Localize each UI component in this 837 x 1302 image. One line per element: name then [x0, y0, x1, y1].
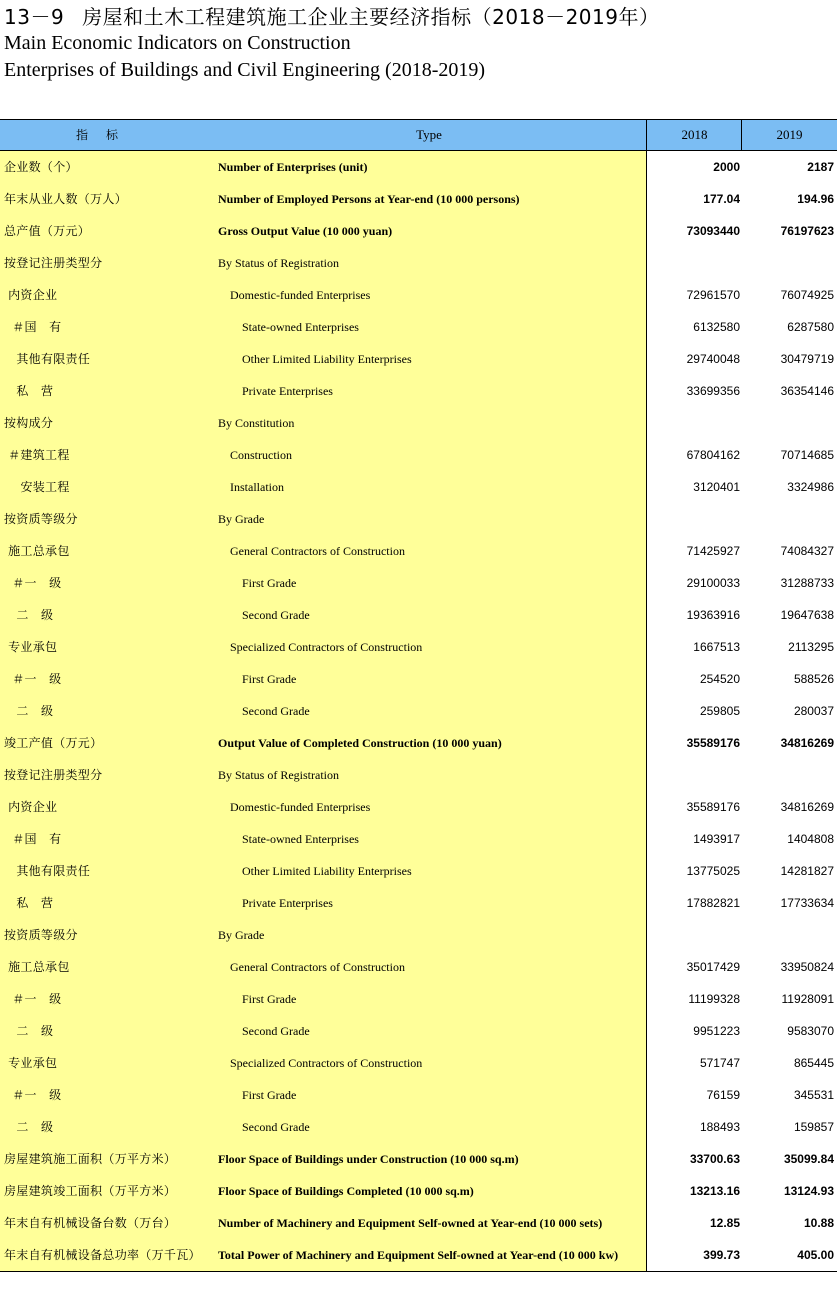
value-2018: 67804162 [686, 448, 740, 462]
value-2019: 34816269 [780, 736, 834, 750]
value-2018: 71425927 [686, 544, 740, 558]
value-2019: 19647638 [780, 608, 834, 622]
value-2019: 36354146 [780, 384, 834, 398]
row-label-cn: 安装工程 [4, 480, 70, 494]
row-label-en: Output Value of Completed Construction (10 000 yuan) [218, 736, 502, 750]
table-row [0, 1207, 837, 1239]
row-label-en: Second Grade [242, 1024, 310, 1038]
row-label-en: By Grade [218, 512, 265, 526]
row-label-cn: 私 营 [4, 896, 54, 910]
row-label-en: Floor Space of Buildings Completed (10 000 sq.m) [218, 1184, 474, 1198]
table-row [0, 727, 837, 759]
row-label-cn: 竣工产值（万元） [4, 736, 103, 750]
page-header [4, 4, 659, 84]
row-label-cn: 专业承包 [4, 1056, 58, 1070]
row-label-en: Total Power of Machinery and Equipment Self-owned at Year-end (10 000 kw) [218, 1248, 619, 1262]
table-row [0, 1015, 837, 1047]
value-2018: 9951223 [693, 1024, 740, 1038]
value-2018: 35017429 [686, 960, 740, 974]
row-label-cn: 二 级 [4, 1120, 54, 1134]
row-label-cn: 专业承包 [4, 640, 58, 654]
row-label-en: Second Grade [242, 608, 310, 622]
value-2019: 405.00 [797, 1248, 834, 1262]
value-2018: 35589176 [686, 800, 740, 814]
table-row [0, 1079, 837, 1111]
row-label-en: General Contractors of Construction [230, 544, 405, 558]
value-2018: 1493917 [693, 832, 740, 846]
value-2018: 29100033 [686, 576, 740, 590]
value-2019: 159857 [793, 1120, 834, 1134]
col-header-2018: 2018 [646, 120, 742, 150]
row-label-cn: 内资企业 [4, 288, 58, 302]
table-row [0, 791, 837, 823]
value-2018: 3120401 [693, 480, 740, 494]
row-label-cn: 按登记注册类型分 [4, 256, 103, 270]
table-row [0, 439, 837, 471]
table-row [0, 759, 837, 791]
value-2019: 14281827 [780, 864, 834, 878]
row-label-cn: 按资质等级分 [4, 928, 78, 942]
table-row [0, 855, 837, 887]
col-header-type: Type [416, 127, 442, 142]
row-label-en: Domestic-funded Enterprises [230, 800, 371, 814]
value-2018: 76159 [706, 1088, 740, 1102]
value-2018: 12.85 [709, 1216, 740, 1230]
table-row [0, 599, 837, 631]
value-2018: 254520 [699, 672, 740, 686]
table-row [0, 567, 837, 599]
table-row [0, 311, 837, 343]
table-row [0, 1239, 837, 1271]
row-label-en: Gross Output Value (10 000 yuan) [218, 224, 393, 238]
row-label-en: Number of Machinery and Equipment Self-owned at Year-end (10 000 sets) [218, 1216, 603, 1230]
row-label-en: Construction [230, 448, 292, 462]
row-label-en: By Grade [218, 928, 265, 942]
row-label-en: First Grade [242, 672, 297, 686]
table-row [0, 343, 837, 375]
table-row [0, 279, 837, 311]
row-label-cn: ＃一 级 [4, 992, 62, 1006]
row-label-cn: 其他有限责任 [4, 864, 91, 878]
table-row [0, 887, 837, 919]
row-label-cn: 按构成分 [4, 416, 54, 430]
table-row [0, 951, 837, 983]
row-label-cn: 二 级 [4, 1024, 54, 1038]
table-row [0, 823, 837, 855]
row-label-cn: 二 级 [4, 608, 54, 622]
value-2018: 33699356 [686, 384, 740, 398]
value-2019: 13124.93 [783, 1184, 834, 1198]
value-2019: 74084327 [780, 544, 834, 558]
col-header-indicator: 指标 [75, 128, 136, 142]
row-label-en: First Grade [242, 576, 297, 590]
row-label-en: Second Grade [242, 704, 310, 718]
row-label-en: State-owned Enterprises [242, 320, 359, 334]
row-label-en: General Contractors of Construction [230, 960, 405, 974]
value-2019: 865445 [793, 1056, 834, 1070]
row-label-en: State-owned Enterprises [242, 832, 359, 846]
row-label-cn: ＃一 级 [4, 1088, 62, 1102]
indicator-table [0, 119, 837, 1272]
row-label-en: Private Enterprises [242, 384, 333, 398]
row-label-en: Number of Employed Persons at Year-end (10 000 persons) [218, 192, 520, 206]
value-2018: 33700.63 [689, 1152, 740, 1166]
value-2018: 6132580 [693, 320, 740, 334]
row-label-en: By Status of Registration [218, 256, 339, 270]
value-2019: 1404808 [787, 832, 834, 846]
value-2018: 13213.16 [689, 1184, 740, 1198]
value-2019: 33950824 [780, 960, 834, 974]
row-label-en: Number of Enterprises (unit) [218, 160, 368, 174]
row-label-cn: ＃一 级 [4, 576, 62, 590]
row-label-cn: ＃国 有 [4, 832, 62, 846]
row-label-cn: 按资质等级分 [4, 512, 78, 526]
row-label-cn: 房屋建筑施工面积（万平方米） [4, 1152, 177, 1166]
table-row [0, 215, 837, 247]
table-row [0, 663, 837, 695]
table-bottom-border [0, 1271, 837, 1272]
row-label-cn: 施工总承包 [4, 544, 70, 558]
row-label-cn: 房屋建筑竣工面积（万平方米） [4, 1184, 177, 1198]
table-number: 13－9 [4, 5, 65, 29]
row-label-en: Specialized Contractors of Construction [230, 1056, 423, 1070]
row-label-cn: 总产值（万元） [4, 224, 91, 238]
value-2019: 280037 [793, 704, 834, 718]
table-row [0, 375, 837, 407]
table-row [0, 535, 837, 567]
value-2018: 19363916 [686, 608, 740, 622]
row-label-en: Private Enterprises [242, 896, 333, 910]
table-row [0, 983, 837, 1015]
row-label-en: Specialized Contractors of Construction [230, 640, 423, 654]
value-2019: 70714685 [780, 448, 834, 462]
value-2019: 34816269 [780, 800, 834, 814]
value-2018: 73093440 [686, 224, 740, 238]
table-row [0, 407, 837, 439]
row-label-en: First Grade [242, 992, 297, 1006]
value-2019: 345531 [793, 1088, 834, 1102]
value-2018: 11199328 [688, 992, 740, 1006]
row-label-cn: ＃一 级 [4, 672, 62, 686]
table-row [0, 1143, 837, 1175]
title-cn-text: 房屋和土木工程建筑施工企业主要经济指标（2018－2019年） [82, 5, 660, 29]
value-2018: 72961570 [686, 288, 740, 302]
row-label-cn: 年末自有机械设备台数（万台） [4, 1216, 177, 1230]
value-2019: 2113295 [788, 640, 834, 654]
value-2019: 31288733 [780, 576, 834, 590]
value-2018: 2000 [713, 160, 740, 174]
value-2019: 76197623 [780, 224, 834, 238]
value-2019: 11928091 [781, 992, 834, 1006]
value-2019: 10.88 [803, 1216, 834, 1230]
table-row [0, 631, 837, 663]
table-row [0, 151, 837, 183]
row-label-en: First Grade [242, 1088, 297, 1102]
value-2018: 188493 [699, 1120, 740, 1134]
row-label-cn: ＃国 有 [4, 320, 62, 334]
row-label-en: Other Limited Liability Enterprises [242, 352, 412, 366]
row-label-cn: 二 级 [4, 704, 54, 718]
row-label-en: Second Grade [242, 1120, 310, 1134]
value-2018: 259805 [699, 704, 740, 718]
row-label-en: By Constitution [218, 416, 295, 430]
row-label-cn: 按登记注册类型分 [4, 768, 103, 782]
title-cn [4, 4, 659, 30]
table-row [0, 1175, 837, 1207]
table-header [0, 119, 837, 151]
table-row [0, 183, 837, 215]
value-2018: 399.73 [703, 1248, 740, 1262]
table-row [0, 1047, 837, 1079]
row-label-en: By Status of Registration [218, 768, 339, 782]
row-label-en: Domestic-funded Enterprises [230, 288, 371, 302]
row-label-cn: 施工总承包 [4, 960, 70, 974]
table-row [0, 503, 837, 535]
row-label-cn: 其他有限责任 [4, 352, 91, 366]
row-label-cn: 内资企业 [4, 800, 58, 814]
col-header-2019: 2019 [741, 120, 837, 150]
table-row [0, 695, 837, 727]
value-2019: 30479719 [780, 352, 834, 366]
table-body [0, 151, 837, 1271]
row-label-cn: 私 营 [4, 384, 54, 398]
value-2019: 17733634 [780, 896, 834, 910]
table-row [0, 919, 837, 951]
value-2019: 35099.84 [783, 1152, 834, 1166]
row-label-cn: 年末自有机械设备总功率（万千瓦） [4, 1248, 201, 1262]
value-2019: 6287580 [787, 320, 834, 334]
value-2018: 35589176 [686, 736, 740, 750]
row-label-cn: 企业数（个） [4, 160, 78, 174]
row-label-en: Floor Space of Buildings under Construction (10 000 sq.m) [218, 1152, 519, 1166]
value-2019: 2187 [807, 160, 834, 174]
value-2018: 13775025 [686, 864, 740, 878]
value-2019: 194.96 [797, 192, 834, 206]
row-label-cn: 年末从业人数（万人） [4, 192, 128, 206]
row-label-en: Installation [230, 480, 284, 494]
title-en-line1: Main Economic Indicators on Construction [4, 32, 351, 54]
value-2018: 177.04 [703, 192, 740, 206]
value-2018: 29740048 [686, 352, 740, 366]
row-label-cn: ＃建筑工程 [4, 448, 70, 462]
row-label-en: Other Limited Liability Enterprises [242, 864, 412, 878]
table-row [0, 247, 837, 279]
value-2019: 9583070 [787, 1024, 834, 1038]
value-2019: 76074925 [780, 288, 834, 302]
table-row [0, 1111, 837, 1143]
value-2018: 17882821 [686, 896, 740, 910]
value-2019: 588526 [793, 672, 834, 686]
value-2018: 1667513 [693, 640, 740, 654]
title-en-line2: Enterprises of Buildings and Civil Engineering (2018-2019) [4, 59, 486, 81]
value-2018: 571747 [699, 1056, 740, 1070]
table-row [0, 471, 837, 503]
value-2019: 3324986 [787, 480, 834, 494]
